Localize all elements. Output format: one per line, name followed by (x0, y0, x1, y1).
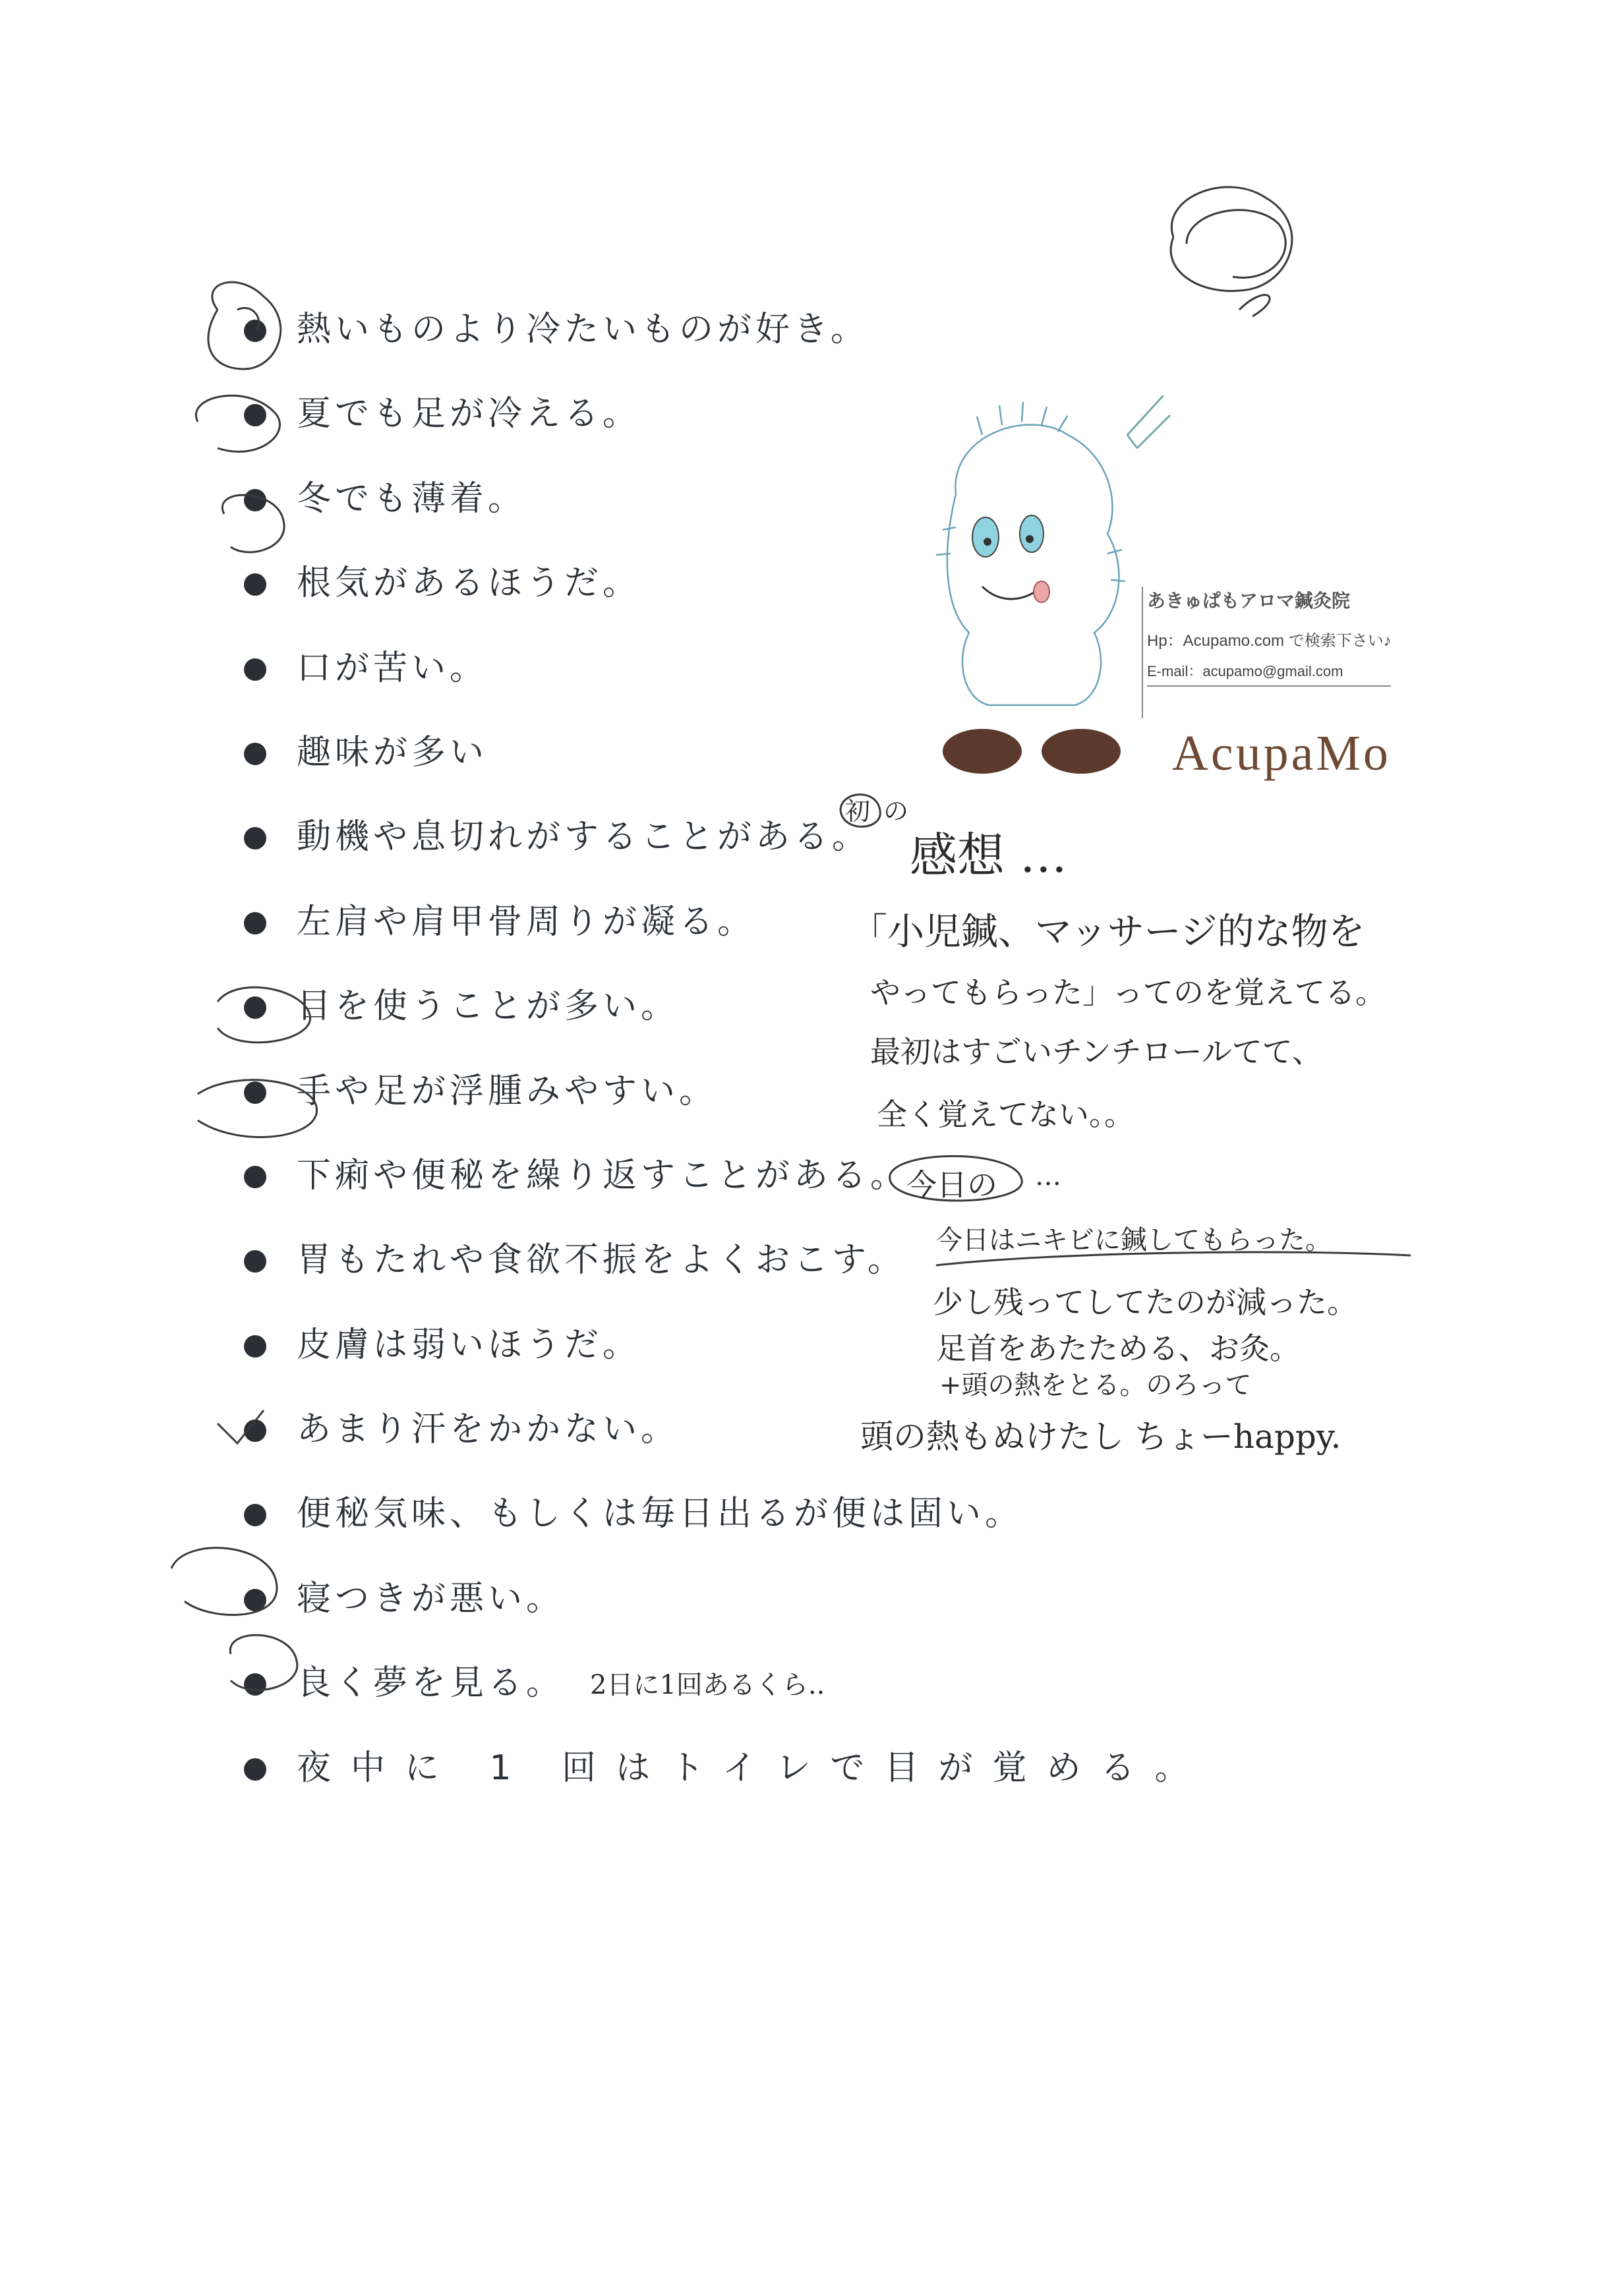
clinic-website: Hp：Acupamo.com で検索下さい♪ (1147, 632, 1392, 650)
scribble-top-right (1171, 187, 1292, 316)
impression-line-3: 最初はすごいチンチロールてて、 (870, 1034, 1322, 1070)
today-line-3: 足首をあたためる、お灸。 (936, 1331, 1300, 1366)
today-line-4: +頭の熱をとる。のろって (939, 1370, 1252, 1400)
impression-line-4: 全く覚えてない。。 (877, 1097, 1134, 1132)
checklist-item-text: 夜中に 1 回はトイレで目が覚める。 (297, 1748, 1209, 1788)
today-line-5: 頭の熱もぬけたし ちょーhappy. (860, 1418, 1341, 1456)
checklist-item-text: 冬でも薄着。 (297, 478, 527, 519)
checklist-item-text: 手や足が浮腫みやすい。 (297, 1071, 718, 1111)
acupamo-logo: AcupaMo (1172, 726, 1391, 781)
circle-mark-7 (230, 1635, 297, 1690)
circle-mark-1 (208, 282, 281, 369)
first-suffix: の (883, 797, 909, 826)
checklist-item-text: 根気があるほうだ。 (297, 563, 641, 604)
impression-title: 感想 … (910, 828, 1067, 883)
checklist-item-text: 左肩や肩甲骨周りが凝る。 (297, 902, 756, 942)
checklist-item-text: 動機や息切れがすることがある。 (297, 817, 871, 857)
impression-line-1: 「小児鍼、マッサージ的な物を (850, 911, 1365, 954)
checklist-item-text: あまり汗をかかない。 (297, 1410, 680, 1450)
dream-note: 2日に1回あるくら.. (590, 1670, 825, 1700)
checklist-item-text: 熱いものより冷たいものが好き。 (297, 310, 869, 349)
circle-mark-3 (222, 495, 284, 552)
clinic-name: あきゅぱもアロマ鍼灸院 (1147, 590, 1351, 611)
first-label: 初 (845, 797, 871, 826)
circle-mark-4 (218, 987, 310, 1043)
today-line-1: 今日はニキビに鍼してもらった。 (936, 1225, 1332, 1255)
checklist-item-text: 夏でも足が冷える。 (297, 394, 641, 434)
impression-line-2: やってもらった」ってのを覚えてる。 (870, 975, 1386, 1010)
circle-mark-6 (171, 1548, 277, 1615)
checklist-item-text: 下痢や便秘を繰り返すことがある。 (297, 1155, 909, 1195)
checklist-item-text: 便秘気味、もしくは毎日出るが便は固い。 (297, 1494, 1024, 1534)
today-line-2: 少し残ってしてたのが減った。 (933, 1284, 1357, 1320)
checklist-item-text: 胃もたれや食欲不振をよくおこす。 (297, 1240, 906, 1280)
clinic-email: E-mail：acupamo@gmail.com (1147, 663, 1343, 679)
circle-mark-5 (198, 1080, 317, 1137)
checklist-item-text: 口が苦い。 (297, 648, 488, 688)
checklist-item-text: 寝つきが悪い。 (297, 1578, 565, 1619)
check-mark-1 (218, 1410, 264, 1443)
checklist-item-text: 目を使うことが多い。 (297, 987, 680, 1027)
checklist-item-text: 皮膚は弱いほうだ。 (297, 1325, 641, 1365)
checklist-item-text: 趣味が多い (297, 732, 488, 772)
checklist-item-text: 良く夢を見る。 (297, 1663, 565, 1704)
circle-mark-2 (196, 395, 280, 451)
today-label: 今日の (906, 1167, 997, 1203)
today-dots: … (1035, 1161, 1061, 1191)
